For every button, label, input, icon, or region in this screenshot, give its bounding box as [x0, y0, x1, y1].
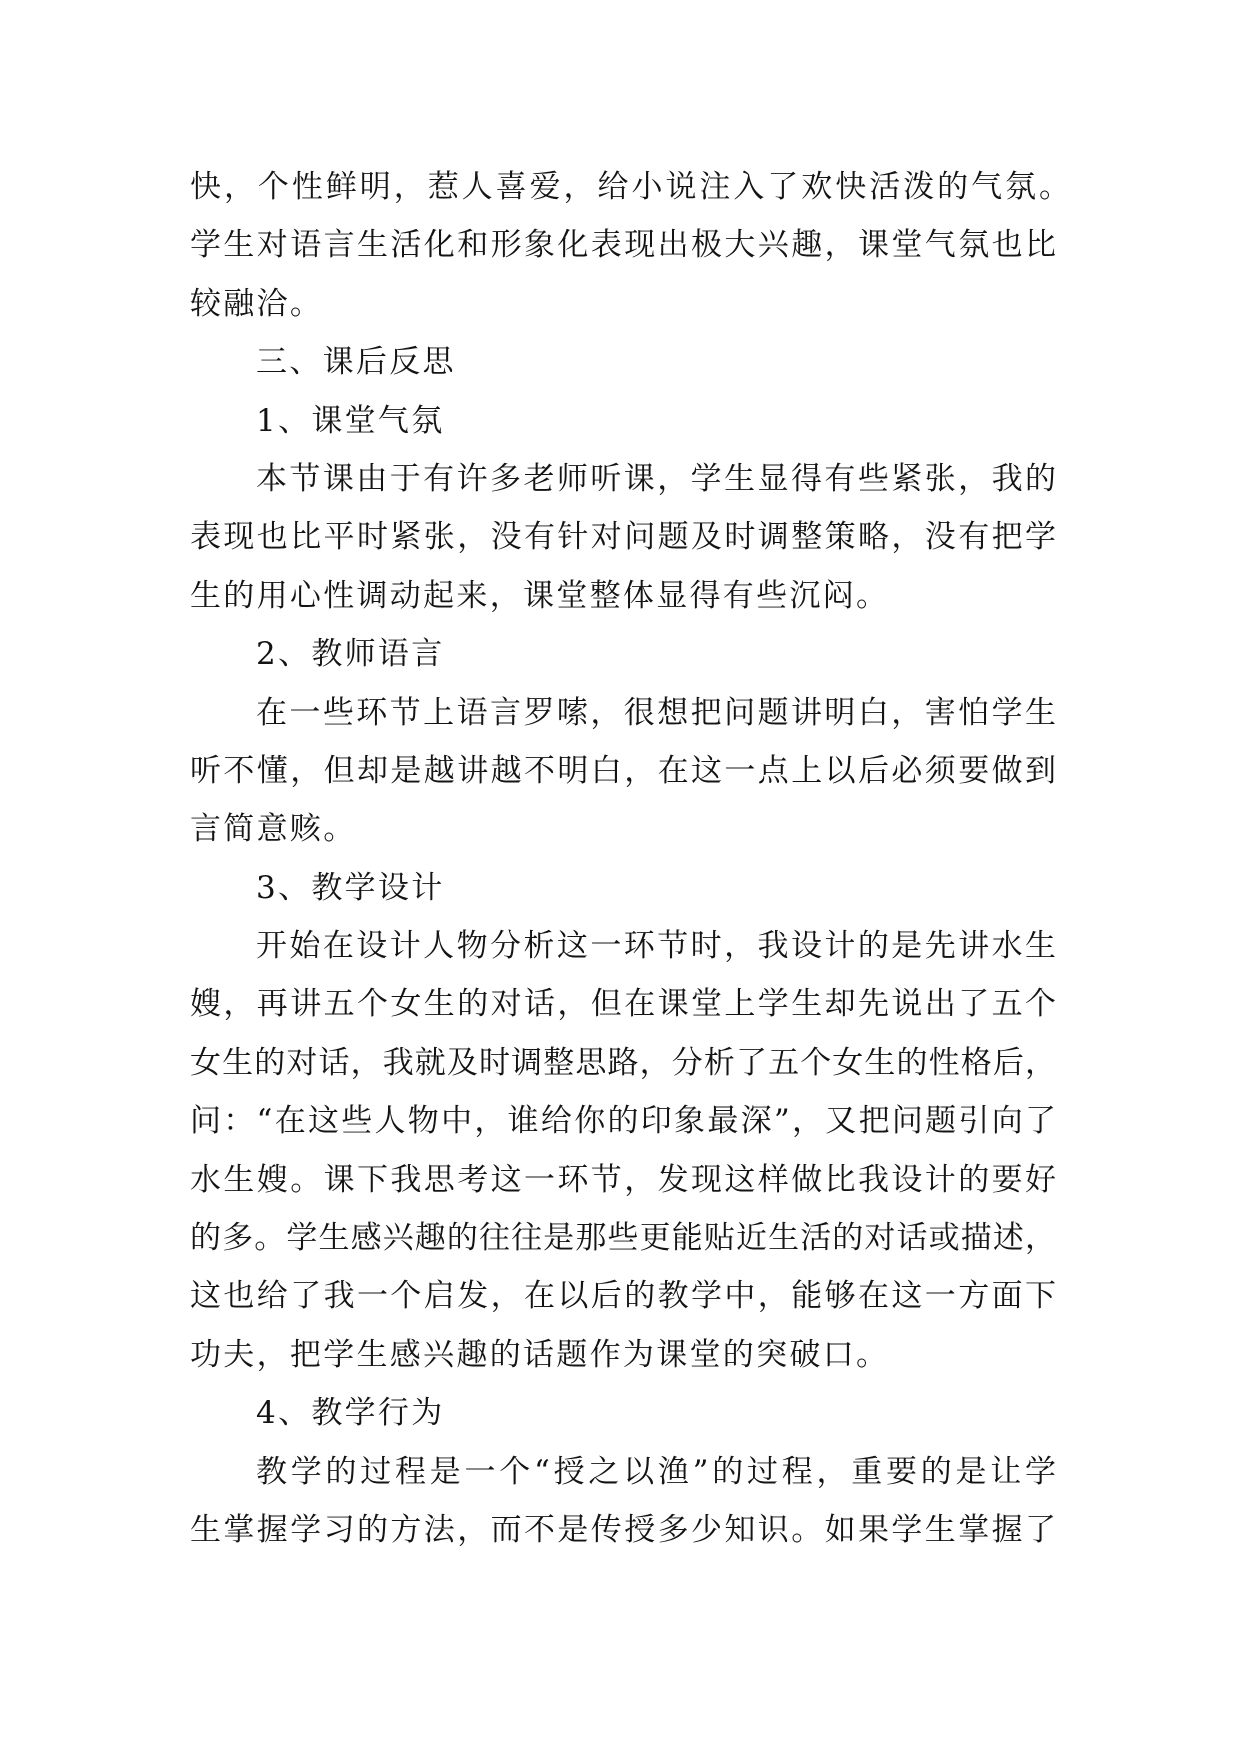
paragraph-line: 嫂，再讲五个女生的对话，但在课堂上学生却先说出了五个	[190, 986, 1056, 1023]
subsection-heading: 2、教师语言	[256, 636, 445, 673]
paragraph-line: 女生的对话，我就及时调整思路，分析了五个女生的性格后，	[190, 1044, 1056, 1081]
paragraph-line: 的多。学生感兴趣的往往是那些更能贴近生活的对话或描述，	[190, 1220, 1056, 1257]
subsection-teacher-language	[190, 625, 1056, 859]
paragraph-line: 这也给了我一个启发，在以后的教学中，能够在这一方面下	[190, 1278, 1056, 1315]
subsection-heading: 1、课堂气氛	[256, 402, 445, 439]
paragraph-continued	[190, 158, 1070, 333]
subsection-teaching-behavior	[190, 1384, 1056, 1559]
paragraph-line: 本节课由于有许多老师听课，学生显得有些紧张，我的	[256, 460, 1056, 497]
paragraph-line: 功夫，把学生感兴趣的话题作为课堂的突破口。	[190, 1336, 890, 1373]
paragraph-line: 水生嫂。课下我思考这一环节，发现这样做比我设计的要好	[190, 1161, 1056, 1198]
paragraph-line: 表现也比平时紧张，没有针对问题及时调整策略，没有把学	[190, 519, 1056, 556]
paragraph-line: 生掌握学习的方法，而不是传授多少知识。如果学生掌握了	[190, 1511, 1056, 1548]
paragraph-line: 较融洽。	[190, 285, 324, 322]
subsection-heading: 4、教学行为	[256, 1395, 445, 1432]
paragraph-line: 听不懂，但却是越讲越不明白，在这一点上以后必须要做到	[190, 752, 1056, 789]
paragraph-line: 快，个性鲜明，惹人喜爱，给小说注入了欢快活泼的气氛。	[190, 169, 1070, 205]
subsection-heading: 3、教学设计	[256, 869, 445, 906]
paragraph-line: 开始在设计人物分析这一环节时，我设计的是先讲水生	[256, 928, 1056, 965]
paragraph-line: 言简意赅。	[190, 811, 357, 848]
paragraph-line: 在一些环节上语言罗嗦，很想把问题讲明白，害怕学生	[256, 694, 1056, 731]
paragraph-line: 学生对语言生活化和形象化表现出极大兴趣，课堂气氛也比	[190, 227, 1056, 264]
paragraph-line: 生的用心性调动起来，课堂整体显得有些沉闷。	[190, 577, 890, 614]
paragraph-line: 教学的过程是一个“授之以渔”的过程，重要的是让学	[256, 1453, 1056, 1490]
section-heading: 三、课后反思	[256, 344, 456, 381]
document-page	[190, 158, 1070, 1559]
paragraph-line: 问：“在这些人物中，谁给你的印象最深”，又把问题引向了	[190, 1103, 1056, 1140]
subsection-teaching-design	[190, 859, 1056, 1385]
subsection-classroom-atmosphere	[190, 392, 1056, 626]
